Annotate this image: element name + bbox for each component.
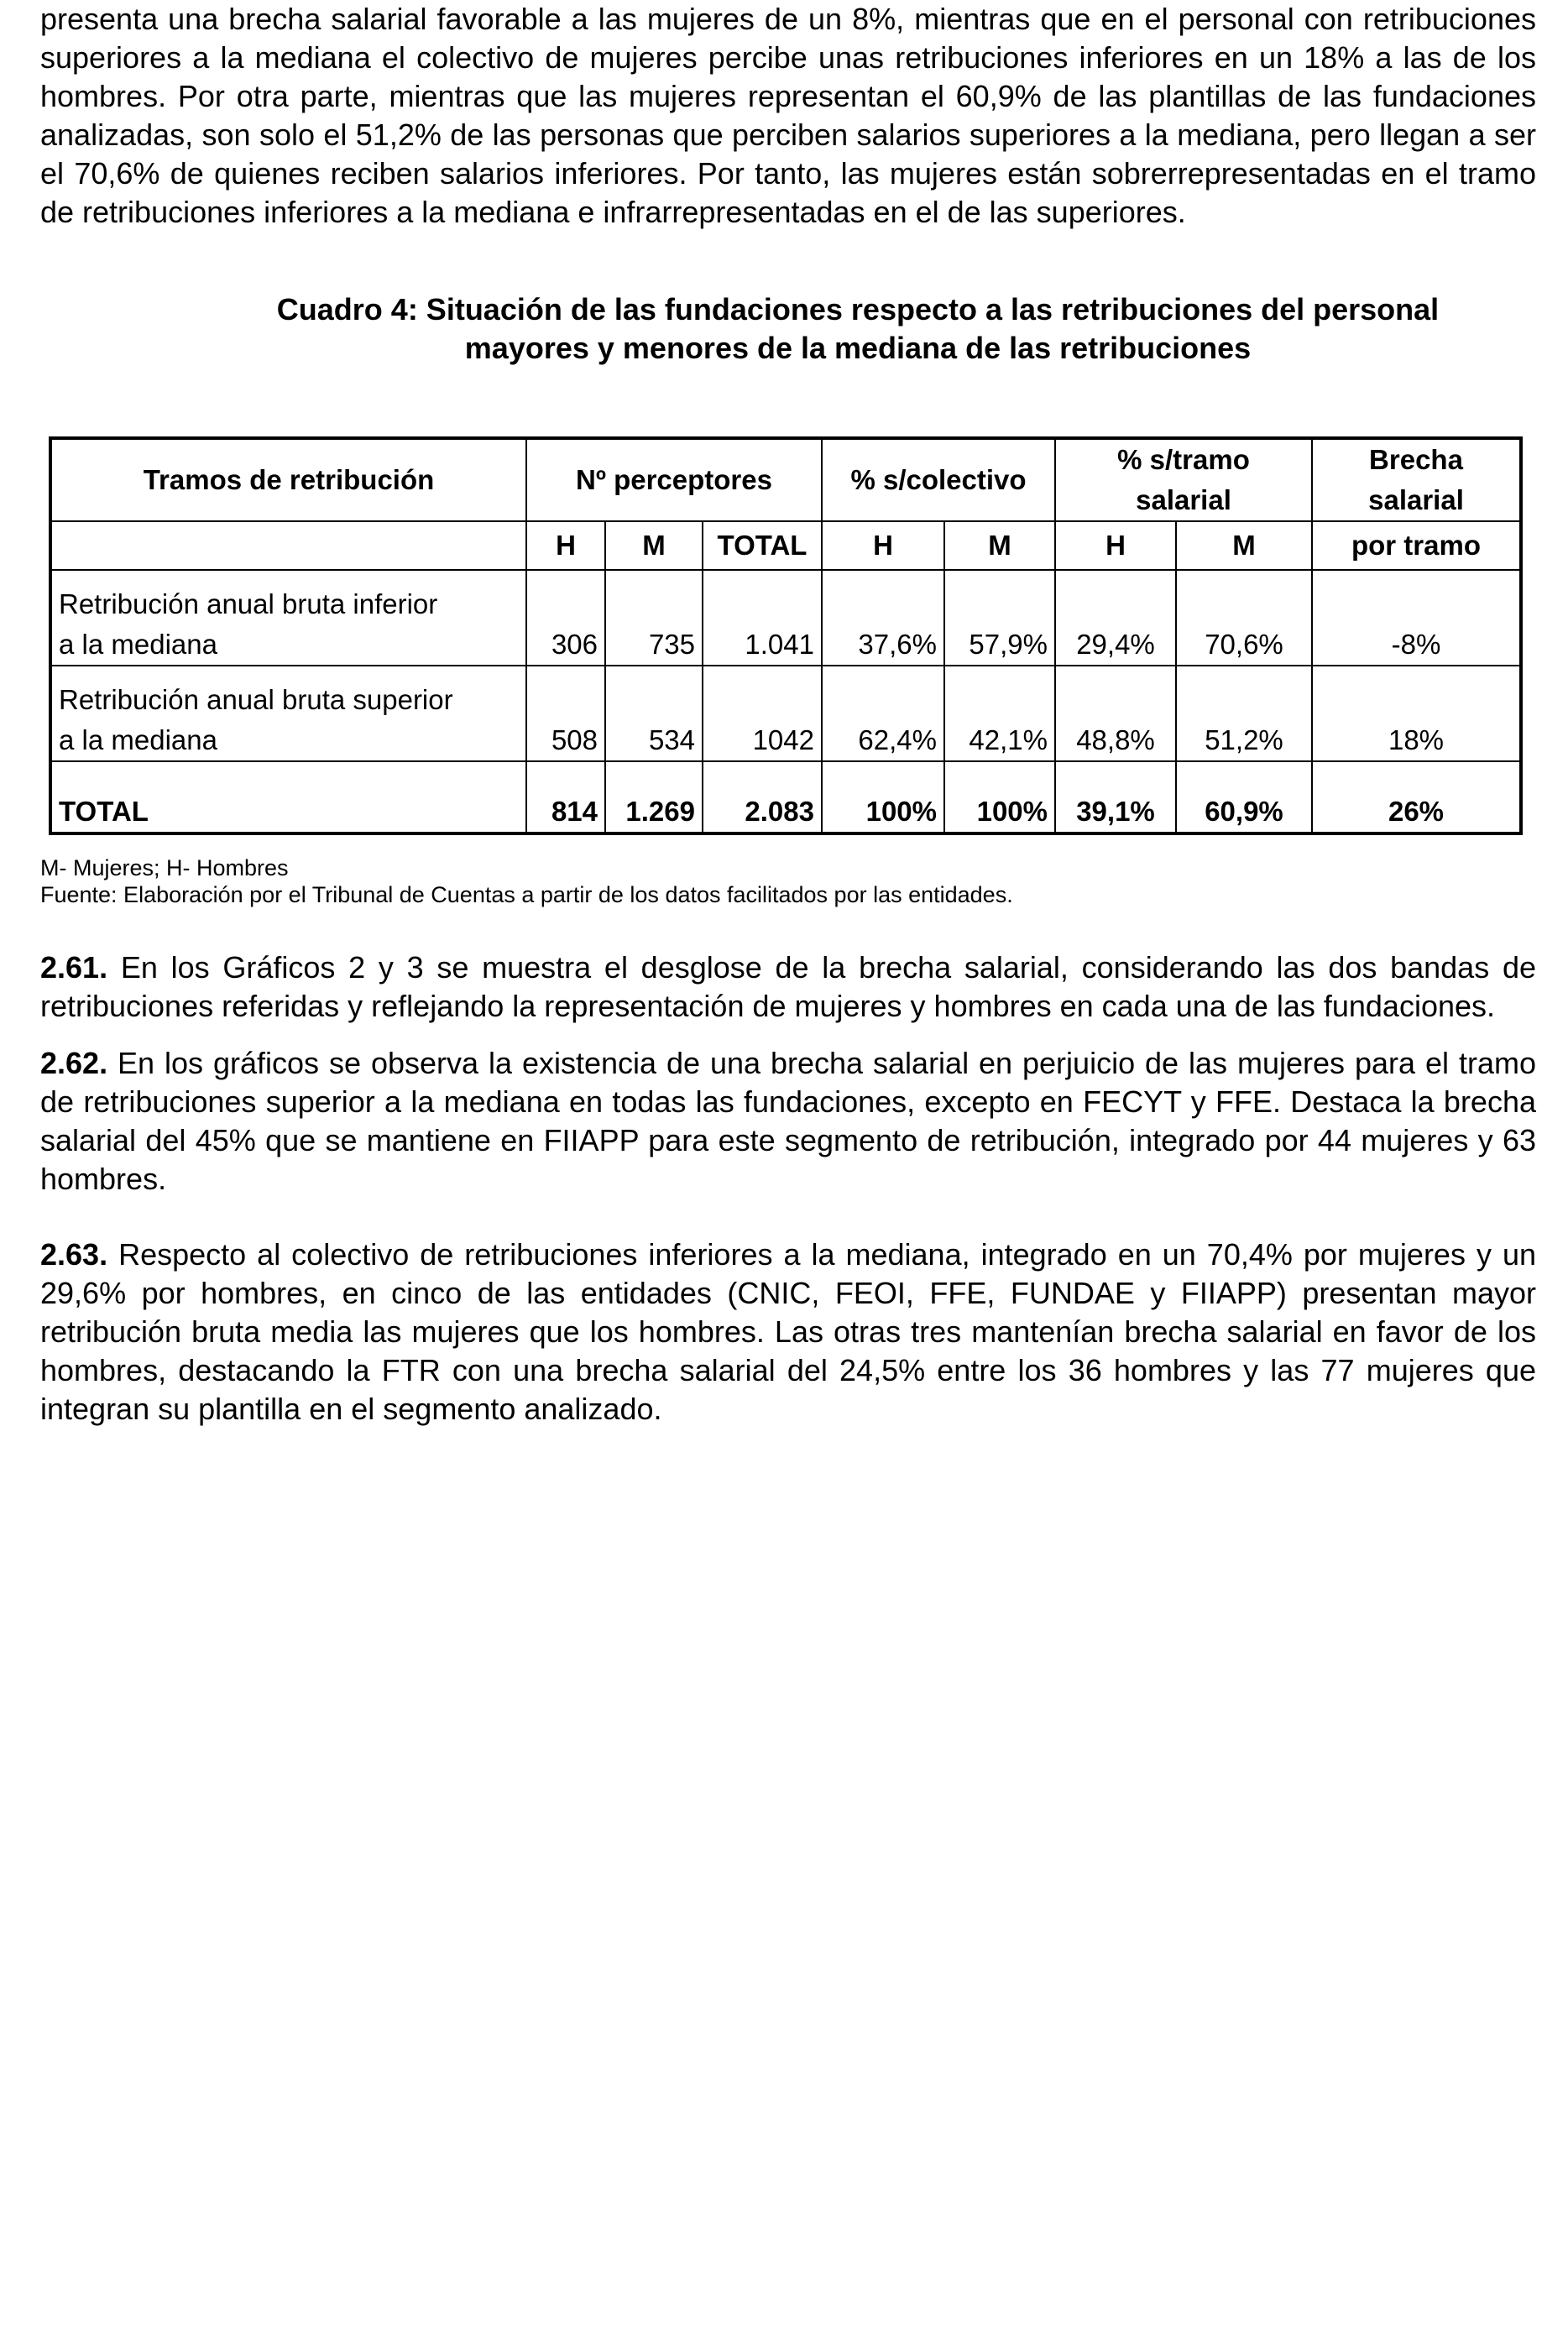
header-perceptores-total: TOTAL: [703, 521, 822, 570]
intro-paragraph: presenta una brecha salarial favorable a las mujeres de un 8%, mientras que en el personal con retribuciones superiores a la mediana el colectivo de mujeres percibe unas retribuciones inferiores en un 18% a las de los hombres. Por otra parte, mientras que las mujeres representan el 60,9% de las plantillas de las fundaciones analizadas, son solo el 51,2% de las personas que perciben salarios superiores a la mediana, pero llegan a ser el 70,6% de quienes reciben salarios inferiores. Por tanto, las mujeres están sobrerrepresentadas en el tramo de retribuciones inferiores a la mediana e infrarrepresentadas en el de las superiores.: [40, 2, 1536, 229]
header-tramo-h: H: [1055, 521, 1176, 570]
paragraph-number: 2.61.: [40, 950, 108, 985]
table-source: Fuente: Elaboración por el Tribunal de Cuentas a partir de los datos facilitados por las entidades.: [40, 882, 1013, 907]
total-m: 1.269: [605, 761, 703, 833]
paragraph-2-61: [40, 948, 1536, 1026]
header-tramo-salarial-line-1: % s/tramo: [1117, 444, 1250, 475]
cell-col-h: 37,6%: [822, 570, 944, 666]
paragraph-2-62: [40, 1044, 1536, 1199]
table-total-row: [50, 761, 1521, 833]
header-perceptores-h: H: [526, 521, 605, 570]
total-total: 2.083: [703, 761, 822, 833]
cell-tramo-h: 48,8%: [1055, 666, 1176, 761]
paragraph-number: 2.63.: [40, 1237, 108, 1272]
row-label-line-2: a la mediana: [59, 724, 217, 755]
total-col-m: 100%: [944, 761, 1055, 833]
table-notes: [40, 854, 1013, 908]
row-label-line-2: a la mediana: [59, 629, 217, 660]
header-tramo-m: M: [1176, 521, 1312, 570]
paragraph-number: 2.62.: [40, 1046, 108, 1080]
cell-total: 1.041: [703, 570, 822, 666]
header-empty: [50, 521, 526, 570]
header-colectivo-m: M: [944, 521, 1055, 570]
document-page: [40, 0, 1536, 368]
paragraph-2-63: [40, 1236, 1536, 1429]
cell-brecha: 18%: [1312, 666, 1521, 761]
table-title-line-2: mayores y menores de la mediana de las retribuciones: [464, 331, 1252, 365]
cell-m: 735: [605, 570, 703, 666]
header-por-tramo: por tramo: [1312, 521, 1521, 570]
row-label-line-1: Retribución anual bruta inferior: [59, 588, 438, 619]
header-perceptores-m: M: [605, 521, 703, 570]
row-label: [50, 570, 526, 666]
total-col-h: 100%: [822, 761, 944, 833]
total-tramo-h: 39,1%: [1055, 761, 1176, 833]
table-row: [50, 570, 1521, 666]
table-title: [188, 290, 1528, 368]
header-tramo-salarial: [1055, 438, 1312, 521]
row-label-line-1: Retribución anual bruta superior: [59, 684, 453, 715]
paragraph-text: En los gráficos se observa la existencia de una brecha salarial en perjuicio de las mujeres para el tramo de retribuciones superior a la mediana en todas las fundaciones, excepto en FECYT y FFE. Destaca la brecha salarial del 45% que se mantiene en FIIAPP para este segmento de retribución, integrado por 44 mujeres y 63 hombres.: [40, 1046, 1536, 1196]
header-colectivo-h: H: [822, 521, 944, 570]
cell-h: 306: [526, 570, 605, 666]
table-title-line-1: Cuadro 4: Situación de las fundaciones respecto a las retribuciones del personal: [276, 292, 1440, 327]
cell-col-h: 62,4%: [822, 666, 944, 761]
header-tramo-salarial-line-2: salarial: [1136, 484, 1231, 515]
total-brecha: 26%: [1312, 761, 1521, 833]
total-label: TOTAL: [50, 761, 526, 833]
header-colectivo: % s/colectivo: [822, 438, 1055, 521]
cell-m: 534: [605, 666, 703, 761]
total-tramo-m: 60,9%: [1176, 761, 1312, 833]
cell-h: 508: [526, 666, 605, 761]
row-label: [50, 666, 526, 761]
header-brecha-line-1: Brecha: [1369, 444, 1463, 475]
table-legend-note: M- Mujeres; H- Hombres: [40, 855, 289, 880]
header-tramos: Tramos de retribución: [50, 438, 526, 521]
cell-total: 1042: [703, 666, 822, 761]
cell-tramo-m: 51,2%: [1176, 666, 1312, 761]
cell-tramo-h: 29,4%: [1055, 570, 1176, 666]
header-perceptores: Nº perceptores: [526, 438, 822, 521]
header-brecha: [1312, 438, 1521, 521]
cell-tramo-m: 70,6%: [1176, 570, 1312, 666]
cell-brecha: -8%: [1312, 570, 1521, 666]
paragraph-text: Respecto al colectivo de retribuciones inferiores a la mediana, integrado en un 70,4% por mujeres y un 29,6% por hombres, en cinco de las entidades (CNIC, FEOI, FFE, FUNDAE y FIIAPP) presentan mayor retribución bruta media las mujeres que los hombres. Las otras tres mantenían brecha salarial en favor de los hombres, destacando la FTR con una brecha salarial del 24,5% entre los 36 hombres y las 77 mujeres que integran su plantilla en el segmento analizado.: [40, 1237, 1536, 1426]
table-row: [50, 666, 1521, 761]
paragraph-text: En los Gráficos 2 y 3 se muestra el desglose de la brecha salarial, considerando las dos bandas de retribuciones referidas y reflejando la representación de mujeres y hombres en cada una de las fundaciones.: [40, 950, 1536, 1023]
cell-col-m: 57,9%: [944, 570, 1055, 666]
body-paragraphs: [40, 948, 1536, 1447]
table-container: [49, 436, 1523, 835]
salary-table: [49, 436, 1523, 835]
header-brecha-line-2: salarial: [1368, 484, 1464, 515]
total-h: 814: [526, 761, 605, 833]
cell-col-m: 42,1%: [944, 666, 1055, 761]
